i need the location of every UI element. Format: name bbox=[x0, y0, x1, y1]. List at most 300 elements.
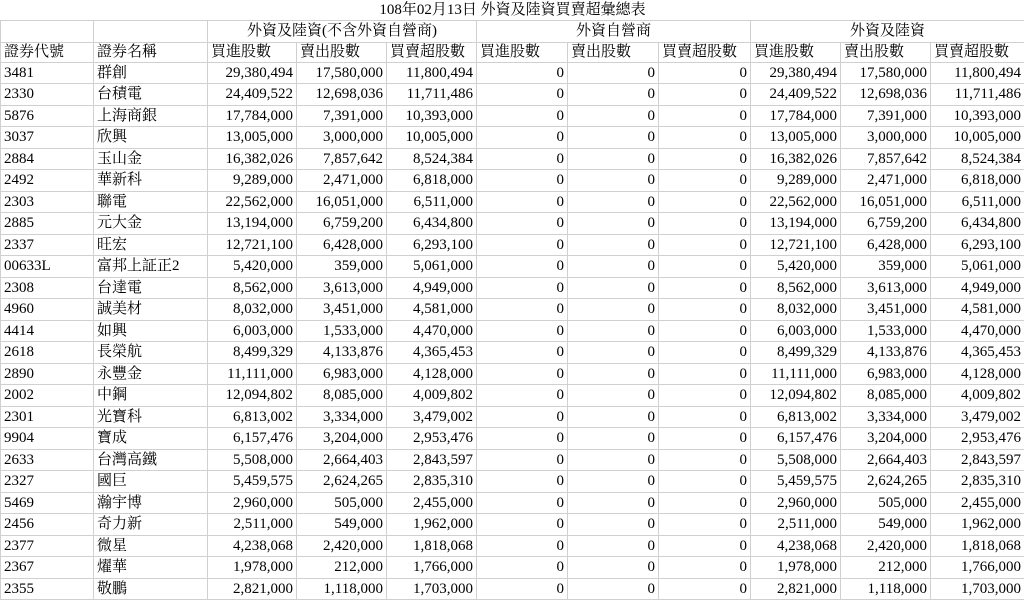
value-cell: 0 bbox=[659, 428, 751, 450]
value-cell: 4,365,453 bbox=[387, 342, 477, 364]
column-header-sell-1: 賣出股數 bbox=[297, 42, 387, 62]
value-cell: 12,094,802 bbox=[208, 385, 297, 407]
value-cell: 0 bbox=[659, 299, 751, 321]
value-cell: 11,800,494 bbox=[931, 62, 1024, 84]
title-row bbox=[1, 0, 1024, 20]
value-cell: 16,051,000 bbox=[297, 191, 387, 213]
table-row bbox=[1, 449, 1024, 471]
table-row bbox=[1, 127, 1024, 149]
value-cell: 0 bbox=[568, 514, 659, 536]
value-cell: 29,380,494 bbox=[208, 62, 297, 84]
table-row bbox=[1, 256, 1024, 278]
stock-name-cell: 微星 bbox=[94, 535, 208, 557]
group-header-foreign-excl-dealers: 外資及陸資(不含外資自營商) bbox=[208, 20, 477, 42]
value-cell: 12,698,036 bbox=[297, 84, 387, 106]
value-cell: 5,061,000 bbox=[931, 256, 1024, 278]
value-cell: 0 bbox=[659, 342, 751, 364]
stock-name-cell: 中鋼 bbox=[94, 385, 208, 407]
value-cell: 2,455,000 bbox=[387, 492, 477, 514]
value-cell: 6,293,100 bbox=[387, 234, 477, 256]
report-title: 108年02月13日 外資及陸資買賣超彙總表 bbox=[1, 0, 1024, 20]
value-cell: 0 bbox=[477, 406, 568, 428]
value-cell: 29,380,494 bbox=[751, 62, 841, 84]
value-cell: 6,003,000 bbox=[208, 320, 297, 342]
empty-cell bbox=[1, 20, 94, 42]
value-cell: 0 bbox=[659, 127, 751, 149]
value-cell: 8,562,000 bbox=[751, 277, 841, 299]
value-cell: 6,428,000 bbox=[297, 234, 387, 256]
value-cell: 1,703,000 bbox=[931, 578, 1024, 600]
column-header-code: 證券代號 bbox=[1, 42, 94, 62]
value-cell: 0 bbox=[477, 320, 568, 342]
stock-code-cell: 3037 bbox=[1, 127, 94, 149]
value-cell: 549,000 bbox=[841, 514, 931, 536]
table-row bbox=[1, 277, 1024, 299]
value-cell: 9,289,000 bbox=[208, 170, 297, 192]
table-row bbox=[1, 535, 1024, 557]
value-cell: 3,334,000 bbox=[297, 406, 387, 428]
value-cell: 4,470,000 bbox=[931, 320, 1024, 342]
table-row bbox=[1, 557, 1024, 579]
value-cell: 2,960,000 bbox=[751, 492, 841, 514]
stock-name-cell: 誠美材 bbox=[94, 299, 208, 321]
table-row bbox=[1, 428, 1024, 450]
value-cell: 0 bbox=[568, 535, 659, 557]
value-cell: 2,821,000 bbox=[751, 578, 841, 600]
value-cell: 6,983,000 bbox=[297, 363, 387, 385]
value-cell: 3,000,000 bbox=[841, 127, 931, 149]
value-cell: 2,471,000 bbox=[841, 170, 931, 192]
value-cell: 2,953,476 bbox=[931, 428, 1024, 450]
value-cell: 6,434,800 bbox=[931, 213, 1024, 235]
value-cell: 0 bbox=[568, 234, 659, 256]
stock-name-cell: 玉山金 bbox=[94, 148, 208, 170]
value-cell: 22,562,000 bbox=[751, 191, 841, 213]
value-cell: 4,009,802 bbox=[387, 385, 477, 407]
value-cell: 4,133,876 bbox=[297, 342, 387, 364]
value-cell: 4,009,802 bbox=[931, 385, 1024, 407]
table-row bbox=[1, 492, 1024, 514]
value-cell: 0 bbox=[568, 471, 659, 493]
value-cell: 2,420,000 bbox=[841, 535, 931, 557]
group-header-foreign-dealers: 外資自營商 bbox=[477, 20, 751, 42]
stock-code-cell: 2355 bbox=[1, 578, 94, 600]
value-cell: 3,479,002 bbox=[387, 406, 477, 428]
stock-name-cell: 上海商銀 bbox=[94, 105, 208, 127]
table-body bbox=[1, 62, 1024, 600]
value-cell: 2,953,476 bbox=[387, 428, 477, 450]
value-cell: 0 bbox=[568, 557, 659, 579]
value-cell: 0 bbox=[477, 363, 568, 385]
stock-code-cell: 2308 bbox=[1, 277, 94, 299]
value-cell: 0 bbox=[477, 277, 568, 299]
value-cell: 10,393,000 bbox=[387, 105, 477, 127]
table-row bbox=[1, 191, 1024, 213]
value-cell: 1,766,000 bbox=[387, 557, 477, 579]
stock-code-cell: 3481 bbox=[1, 62, 94, 84]
value-cell: 2,664,403 bbox=[297, 449, 387, 471]
value-cell: 16,382,026 bbox=[208, 148, 297, 170]
table-row bbox=[1, 406, 1024, 428]
stock-name-cell: 瀚宇博 bbox=[94, 492, 208, 514]
stock-name-cell: 欣興 bbox=[94, 127, 208, 149]
stock-code-cell: 2002 bbox=[1, 385, 94, 407]
value-cell: 7,857,642 bbox=[841, 148, 931, 170]
value-cell: 3,204,000 bbox=[297, 428, 387, 450]
value-cell: 6,428,000 bbox=[841, 234, 931, 256]
value-cell: 0 bbox=[477, 428, 568, 450]
value-cell: 4,470,000 bbox=[387, 320, 477, 342]
value-cell: 0 bbox=[477, 191, 568, 213]
stock-code-cell: 2456 bbox=[1, 514, 94, 536]
table-row bbox=[1, 170, 1024, 192]
value-cell: 0 bbox=[659, 449, 751, 471]
table-row bbox=[1, 342, 1024, 364]
group-header-row bbox=[1, 20, 1024, 42]
column-header-net-3: 買賣超股數 bbox=[931, 42, 1024, 62]
value-cell: 1,818,068 bbox=[931, 535, 1024, 557]
stock-code-cell: 2301 bbox=[1, 406, 94, 428]
table-row bbox=[1, 578, 1024, 600]
value-cell: 2,664,403 bbox=[841, 449, 931, 471]
value-cell: 0 bbox=[477, 385, 568, 407]
value-cell: 6,759,200 bbox=[841, 213, 931, 235]
value-cell: 13,005,000 bbox=[751, 127, 841, 149]
value-cell: 2,420,000 bbox=[297, 535, 387, 557]
value-cell: 0 bbox=[659, 363, 751, 385]
value-cell: 2,511,000 bbox=[751, 514, 841, 536]
value-cell: 0 bbox=[568, 191, 659, 213]
table-row bbox=[1, 471, 1024, 493]
value-cell: 24,409,522 bbox=[751, 84, 841, 106]
stock-code-cell: 2492 bbox=[1, 170, 94, 192]
value-cell: 6,511,000 bbox=[387, 191, 477, 213]
stock-code-cell: 2330 bbox=[1, 84, 94, 106]
stock-name-cell: 旺宏 bbox=[94, 234, 208, 256]
table-row bbox=[1, 385, 1024, 407]
column-header-net-2: 買賣超股數 bbox=[659, 42, 751, 62]
value-cell: 1,978,000 bbox=[751, 557, 841, 579]
value-cell: 3,479,002 bbox=[931, 406, 1024, 428]
value-cell: 6,759,200 bbox=[297, 213, 387, 235]
value-cell: 6,818,000 bbox=[387, 170, 477, 192]
value-cell: 0 bbox=[568, 148, 659, 170]
table-row bbox=[1, 234, 1024, 256]
stock-code-cell: 2890 bbox=[1, 363, 94, 385]
value-cell: 1,962,000 bbox=[931, 514, 1024, 536]
value-cell: 8,524,384 bbox=[931, 148, 1024, 170]
value-cell: 12,721,100 bbox=[751, 234, 841, 256]
value-cell: 2,835,310 bbox=[387, 471, 477, 493]
value-cell: 3,451,000 bbox=[297, 299, 387, 321]
column-header-net-1: 買賣超股數 bbox=[387, 42, 477, 62]
value-cell: 0 bbox=[659, 256, 751, 278]
value-cell: 2,821,000 bbox=[208, 578, 297, 600]
value-cell: 3,613,000 bbox=[841, 277, 931, 299]
value-cell: 8,524,384 bbox=[387, 148, 477, 170]
value-cell: 0 bbox=[477, 492, 568, 514]
value-cell: 3,000,000 bbox=[297, 127, 387, 149]
value-cell: 0 bbox=[477, 84, 568, 106]
value-cell: 3,334,000 bbox=[841, 406, 931, 428]
value-cell: 6,434,800 bbox=[387, 213, 477, 235]
value-cell: 4,128,000 bbox=[931, 363, 1024, 385]
value-cell: 1,118,000 bbox=[297, 578, 387, 600]
value-cell: 0 bbox=[659, 234, 751, 256]
value-cell: 5,420,000 bbox=[208, 256, 297, 278]
stock-name-cell: 寶成 bbox=[94, 428, 208, 450]
table-row bbox=[1, 320, 1024, 342]
value-cell: 1,118,000 bbox=[841, 578, 931, 600]
value-cell: 2,843,597 bbox=[387, 449, 477, 471]
value-cell: 0 bbox=[659, 514, 751, 536]
value-cell: 0 bbox=[659, 191, 751, 213]
value-cell: 6,003,000 bbox=[751, 320, 841, 342]
value-cell: 0 bbox=[568, 385, 659, 407]
stock-name-cell: 敬鵬 bbox=[94, 578, 208, 600]
value-cell: 6,293,100 bbox=[931, 234, 1024, 256]
value-cell: 13,194,000 bbox=[751, 213, 841, 235]
stock-code-cell: 2367 bbox=[1, 557, 94, 579]
value-cell: 505,000 bbox=[841, 492, 931, 514]
value-cell: 8,499,329 bbox=[208, 342, 297, 364]
value-cell: 359,000 bbox=[297, 256, 387, 278]
value-cell: 11,800,494 bbox=[387, 62, 477, 84]
value-cell: 7,391,000 bbox=[297, 105, 387, 127]
value-cell: 22,562,000 bbox=[208, 191, 297, 213]
value-cell: 212,000 bbox=[297, 557, 387, 579]
value-cell: 6,813,002 bbox=[208, 406, 297, 428]
value-cell: 17,784,000 bbox=[751, 105, 841, 127]
value-cell: 0 bbox=[568, 406, 659, 428]
table-row bbox=[1, 105, 1024, 127]
value-cell: 8,032,000 bbox=[751, 299, 841, 321]
value-cell: 2,835,310 bbox=[931, 471, 1024, 493]
stock-code-cell: 9904 bbox=[1, 428, 94, 450]
value-cell: 0 bbox=[477, 578, 568, 600]
stock-code-cell: 2337 bbox=[1, 234, 94, 256]
value-cell: 2,843,597 bbox=[931, 449, 1024, 471]
value-cell: 2,624,265 bbox=[297, 471, 387, 493]
value-cell: 2,455,000 bbox=[931, 492, 1024, 514]
value-cell: 6,983,000 bbox=[841, 363, 931, 385]
value-cell: 0 bbox=[477, 105, 568, 127]
value-cell: 505,000 bbox=[297, 492, 387, 514]
stock-code-cell: 2618 bbox=[1, 342, 94, 364]
value-cell: 4,581,000 bbox=[387, 299, 477, 321]
value-cell: 12,698,036 bbox=[841, 84, 931, 106]
value-cell: 17,580,000 bbox=[841, 62, 931, 84]
value-cell: 1,766,000 bbox=[931, 557, 1024, 579]
value-cell: 0 bbox=[659, 557, 751, 579]
value-cell: 0 bbox=[568, 449, 659, 471]
value-cell: 0 bbox=[568, 492, 659, 514]
stock-name-cell: 如興 bbox=[94, 320, 208, 342]
stock-name-cell: 聯電 bbox=[94, 191, 208, 213]
value-cell: 0 bbox=[568, 62, 659, 84]
value-cell: 11,711,486 bbox=[931, 84, 1024, 106]
value-cell: 10,005,000 bbox=[387, 127, 477, 149]
value-cell: 0 bbox=[477, 256, 568, 278]
value-cell: 0 bbox=[568, 363, 659, 385]
value-cell: 7,391,000 bbox=[841, 105, 931, 127]
value-cell: 16,382,026 bbox=[751, 148, 841, 170]
column-header-sell-2: 賣出股數 bbox=[568, 42, 659, 62]
value-cell: 3,613,000 bbox=[297, 277, 387, 299]
value-cell: 0 bbox=[568, 299, 659, 321]
value-cell: 1,703,000 bbox=[387, 578, 477, 600]
value-cell: 4,238,068 bbox=[208, 535, 297, 557]
value-cell: 17,784,000 bbox=[208, 105, 297, 127]
value-cell: 0 bbox=[659, 84, 751, 106]
value-cell: 212,000 bbox=[841, 557, 931, 579]
value-cell: 3,451,000 bbox=[841, 299, 931, 321]
table-row bbox=[1, 84, 1024, 106]
value-cell: 0 bbox=[477, 234, 568, 256]
value-cell: 1,978,000 bbox=[208, 557, 297, 579]
value-cell: 1,962,000 bbox=[387, 514, 477, 536]
value-cell: 0 bbox=[659, 62, 751, 84]
value-cell: 3,204,000 bbox=[841, 428, 931, 450]
value-cell: 0 bbox=[568, 320, 659, 342]
value-cell: 6,157,476 bbox=[208, 428, 297, 450]
value-cell: 1,533,000 bbox=[297, 320, 387, 342]
value-cell: 0 bbox=[659, 320, 751, 342]
value-cell: 10,393,000 bbox=[931, 105, 1024, 127]
stock-code-cell: 00633L bbox=[1, 256, 94, 278]
value-cell: 0 bbox=[568, 213, 659, 235]
value-cell: 0 bbox=[568, 127, 659, 149]
stock-code-cell: 2633 bbox=[1, 449, 94, 471]
column-header-buy-1: 買進股數 bbox=[208, 42, 297, 62]
table-row bbox=[1, 363, 1024, 385]
value-cell: 12,721,100 bbox=[208, 234, 297, 256]
stock-code-cell: 2303 bbox=[1, 191, 94, 213]
stock-code-cell: 2377 bbox=[1, 535, 94, 557]
stock-code-cell: 2885 bbox=[1, 213, 94, 235]
table-row bbox=[1, 62, 1024, 84]
value-cell: 0 bbox=[659, 277, 751, 299]
stock-code-cell: 4960 bbox=[1, 299, 94, 321]
value-cell: 0 bbox=[568, 428, 659, 450]
value-cell: 6,511,000 bbox=[931, 191, 1024, 213]
value-cell: 0 bbox=[477, 127, 568, 149]
value-cell: 549,000 bbox=[297, 514, 387, 536]
value-cell: 16,051,000 bbox=[841, 191, 931, 213]
value-cell: 0 bbox=[659, 535, 751, 557]
stock-code-cell: 5876 bbox=[1, 105, 94, 127]
value-cell: 13,194,000 bbox=[208, 213, 297, 235]
value-cell: 0 bbox=[568, 256, 659, 278]
stock-code-cell: 4414 bbox=[1, 320, 94, 342]
value-cell: 0 bbox=[659, 213, 751, 235]
value-cell: 0 bbox=[568, 342, 659, 364]
column-header-name: 證券名稱 bbox=[94, 42, 208, 62]
value-cell: 2,511,000 bbox=[208, 514, 297, 536]
value-cell: 0 bbox=[568, 84, 659, 106]
value-cell: 5,508,000 bbox=[751, 449, 841, 471]
column-header-buy-2: 買進股數 bbox=[477, 42, 568, 62]
value-cell: 4,238,068 bbox=[751, 535, 841, 557]
value-cell: 0 bbox=[659, 148, 751, 170]
value-cell: 9,289,000 bbox=[751, 170, 841, 192]
value-cell: 359,000 bbox=[841, 256, 931, 278]
value-cell: 8,085,000 bbox=[297, 385, 387, 407]
value-cell: 6,813,002 bbox=[751, 406, 841, 428]
empty-cell bbox=[94, 20, 208, 42]
value-cell: 4,133,876 bbox=[841, 342, 931, 364]
value-cell: 6,157,476 bbox=[751, 428, 841, 450]
value-cell: 0 bbox=[659, 385, 751, 407]
value-cell: 1,533,000 bbox=[841, 320, 931, 342]
value-cell: 0 bbox=[659, 471, 751, 493]
value-cell: 24,409,522 bbox=[208, 84, 297, 106]
stock-name-cell: 元大金 bbox=[94, 213, 208, 235]
group-header-foreign-and-mainland: 外資及陸資 bbox=[751, 20, 1024, 42]
value-cell: 6,818,000 bbox=[931, 170, 1024, 192]
value-cell: 0 bbox=[477, 213, 568, 235]
stock-name-cell: 國巨 bbox=[94, 471, 208, 493]
value-cell: 17,580,000 bbox=[297, 62, 387, 84]
value-cell: 5,459,575 bbox=[208, 471, 297, 493]
value-cell: 4,949,000 bbox=[931, 277, 1024, 299]
stock-code-cell: 2327 bbox=[1, 471, 94, 493]
value-cell: 11,111,000 bbox=[208, 363, 297, 385]
value-cell: 0 bbox=[568, 578, 659, 600]
value-cell: 0 bbox=[659, 105, 751, 127]
value-cell: 5,061,000 bbox=[387, 256, 477, 278]
value-cell: 0 bbox=[477, 449, 568, 471]
value-cell: 4,949,000 bbox=[387, 277, 477, 299]
value-cell: 0 bbox=[477, 342, 568, 364]
stock-name-cell: 永豐金 bbox=[94, 363, 208, 385]
stock-code-cell: 2884 bbox=[1, 148, 94, 170]
table-row bbox=[1, 213, 1024, 235]
stock-name-cell: 光寶科 bbox=[94, 406, 208, 428]
value-cell: 0 bbox=[568, 277, 659, 299]
value-cell: 0 bbox=[477, 299, 568, 321]
value-cell: 11,711,486 bbox=[387, 84, 477, 106]
stock-name-cell: 燿華 bbox=[94, 557, 208, 579]
value-cell: 7,857,642 bbox=[297, 148, 387, 170]
value-cell: 0 bbox=[477, 148, 568, 170]
value-cell: 11,111,000 bbox=[751, 363, 841, 385]
stock-name-cell: 群創 bbox=[94, 62, 208, 84]
stock-name-cell: 台積電 bbox=[94, 84, 208, 106]
value-cell: 2,960,000 bbox=[208, 492, 297, 514]
column-header-sell-3: 賣出股數 bbox=[841, 42, 931, 62]
table-row bbox=[1, 514, 1024, 536]
stock-name-cell: 台達電 bbox=[94, 277, 208, 299]
value-cell: 0 bbox=[477, 514, 568, 536]
value-cell: 0 bbox=[659, 492, 751, 514]
stock-name-cell: 奇力新 bbox=[94, 514, 208, 536]
table-row bbox=[1, 299, 1024, 321]
value-cell: 0 bbox=[659, 406, 751, 428]
value-cell: 5,420,000 bbox=[751, 256, 841, 278]
stock-code-cell: 5469 bbox=[1, 492, 94, 514]
value-cell: 1,818,068 bbox=[387, 535, 477, 557]
value-cell: 0 bbox=[477, 557, 568, 579]
column-header-buy-3: 買進股數 bbox=[751, 42, 841, 62]
value-cell: 0 bbox=[477, 471, 568, 493]
value-cell: 4,581,000 bbox=[931, 299, 1024, 321]
value-cell: 5,508,000 bbox=[208, 449, 297, 471]
stock-name-cell: 華新科 bbox=[94, 170, 208, 192]
value-cell: 13,005,000 bbox=[208, 127, 297, 149]
value-cell: 8,085,000 bbox=[841, 385, 931, 407]
stock-name-cell: 台灣高鐵 bbox=[94, 449, 208, 471]
